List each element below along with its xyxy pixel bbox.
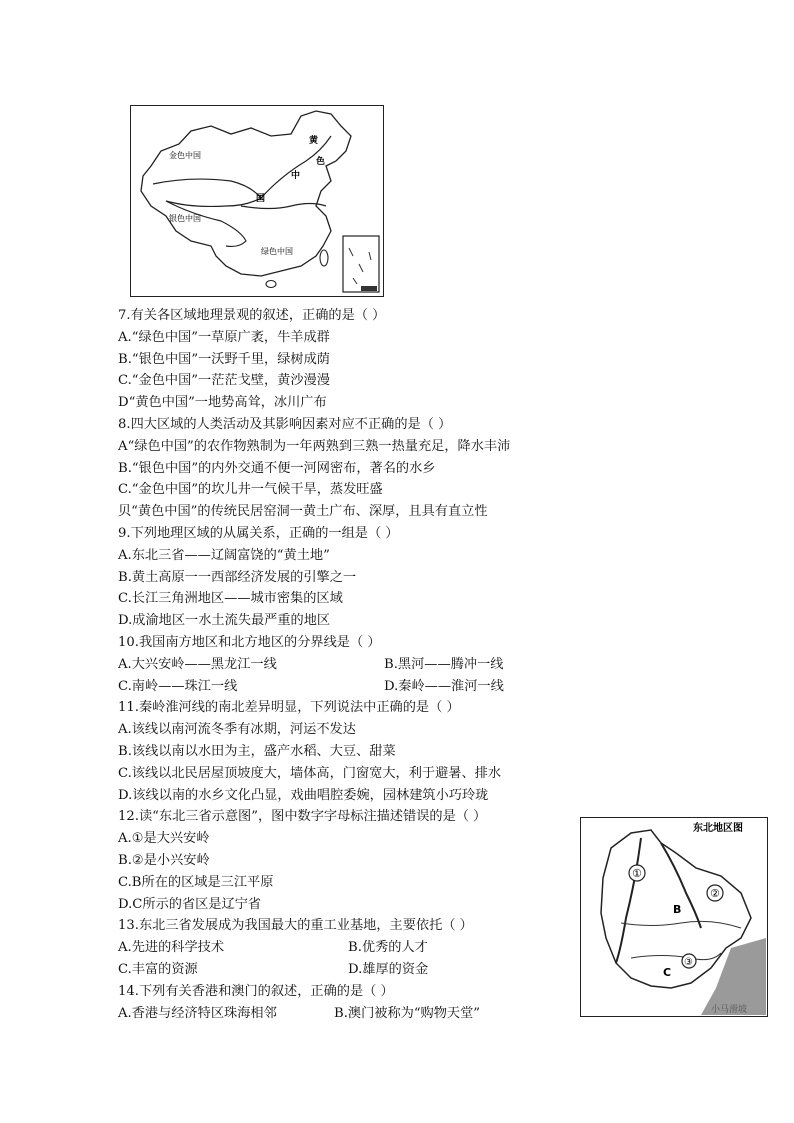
south-sea-inset <box>343 236 379 292</box>
taiwan-outline <box>320 250 328 266</box>
yellow-region-boundary <box>261 136 331 198</box>
q13-row-1 <box>118 937 778 959</box>
map2-title: 东北地区图 <box>693 823 743 834</box>
q10-option-d: D.秦岭——淮河一线 <box>384 678 504 694</box>
q11-option-a: A.该线以南河流冬季有冰期，河运不发达 <box>118 722 356 738</box>
question-list <box>118 305 778 1024</box>
q14-option-b: B.澳门被称为“购物天堂” <box>334 1005 481 1021</box>
q8-option-b: B.“银色中国”的内外交通不便一河网密布，著名的水乡 <box>118 460 436 476</box>
q8-option-a: A“绿色中国”的农作物熟制为一年两熟到三熟一热量充足，降水丰沛 <box>118 438 511 454</box>
silver-region-boundary <box>166 201 246 246</box>
label-yellow-3: 中 <box>291 171 301 181</box>
q14-row-1 <box>118 1003 778 1025</box>
china-outline <box>141 111 351 276</box>
label-yellow-4: 国 <box>256 194 266 204</box>
marker-1: ① <box>632 867 642 880</box>
q13-option-d: D.雄厚的资金 <box>348 961 429 977</box>
q9-option-c: C.长江三角洲地区——城市密集的区域 <box>118 591 343 607</box>
label-yellow-2: 色 <box>316 157 326 167</box>
letter-c: C <box>663 966 672 979</box>
q12-option-a: A.①是大兴安岭 <box>118 831 210 847</box>
north-south-divider <box>241 204 326 209</box>
q9-option-b: B.黄土高原一一西部经济发展的引擎之一 <box>118 569 357 585</box>
scale-bar <box>361 286 377 291</box>
q11-option-c: C.该线以北民居屋顶坡度大，墙体高，门窗宽大，利于避暑、排水 <box>118 765 502 781</box>
q13-option-b: B.优秀的人才 <box>348 940 428 956</box>
q7-option-c: C.“金色中国”一茫茫戈壁，黄沙漫漫 <box>118 373 330 389</box>
marker-2: ② <box>710 887 720 900</box>
q13-stem: 13.东北三省发展成为我国最大的重工业基地，主要依托（ ） <box>118 918 473 934</box>
q10-option-a: A.大兴安岭——黑龙江一线 <box>118 656 277 672</box>
q14-stem: 14.下列有关香港和澳门的叙述，正确的是（ ） <box>118 983 394 999</box>
label-gold-china: 金色中国 <box>169 151 201 160</box>
label-yellow-1: 黄 <box>309 136 319 146</box>
hainan-outline <box>266 281 276 288</box>
letter-b: B <box>673 903 682 916</box>
q11-option-b: B.该线以南以水田为主，盛产水稻、大豆、甜菜 <box>118 743 396 759</box>
marker-3: ③ <box>684 957 693 968</box>
q9-stem: 9.下列地理区域的从属关系，正确的一组是（ ） <box>118 525 399 541</box>
q10-stem: 10.我国南方地区和北方地区的分界线是（ ） <box>118 634 381 650</box>
label-silver-china: 银色中国 <box>169 214 201 223</box>
q9-option-a: A.东北三省——辽阔富饶的“黄土地” <box>118 547 330 563</box>
q7-option-a: A.“绿色中国”一草原广袤，牛羊成群 <box>118 329 330 345</box>
q14-option-a: A.香港与经济特区珠海相邻 <box>118 1005 277 1021</box>
china-regions-map <box>130 105 384 297</box>
q8-stem: 8.四大区域的人类活动及其影响因素对应不正确的是（ ） <box>118 416 452 432</box>
q12-option-b: B.②是小兴安岭 <box>118 852 210 868</box>
q9-option-d: D.成渝地区一水土流失最严重的地区 <box>118 613 331 629</box>
label-green-china: 绿色中国 <box>261 247 293 256</box>
watermark: 小马滑坡 <box>711 1005 748 1015</box>
q12-stem: 12.读“东北三省示意图”，图中数字字母标注描述错误的是（ ） <box>118 809 487 825</box>
china-regions-map-graphic <box>131 106 382 295</box>
q10-option-b: B.黑河——腾冲一线 <box>384 656 504 672</box>
q8-option-c: C.“金色中国”的坎儿井一气候干旱，蒸发旺盛 <box>118 482 383 498</box>
q13-option-c: C.丰富的资源 <box>118 961 198 977</box>
q8-option-d: 贝“黄色中国”的传统民居窑洞一黄土广布、深厚，且具有直立性 <box>118 504 488 520</box>
q10-option-c: C.南岭——珠江一线 <box>118 678 238 694</box>
q10-row-1 <box>118 654 778 676</box>
q12-option-d: D.C所示的省区是辽宁省 <box>118 896 262 912</box>
q7-stem: 7.有关各区域地理景观的叙述，正确的是（ ） <box>118 308 386 323</box>
q7-option-d: D“黄色中国”一地势高耸，冰川广布 <box>118 395 327 411</box>
q11-stem: 11.秦岭淮河线的南北差异明显，下列说法中正确的是（ ） <box>118 700 460 716</box>
q10-row-2 <box>118 676 778 698</box>
q12-option-c: C.B所在的区域是三江平原 <box>118 874 274 890</box>
q13-row-2 <box>118 959 778 981</box>
south-sea-islands <box>349 248 371 284</box>
q13-option-a: A.先进的科学技术 <box>118 940 225 956</box>
q11-option-d: D.该线以南的水乡文化凸显，戏曲唱腔委婉，园林建筑小巧玲珑 <box>118 787 489 803</box>
q7-option-b: B.“银色中国”一沃野千里，绿树成荫 <box>118 351 330 367</box>
